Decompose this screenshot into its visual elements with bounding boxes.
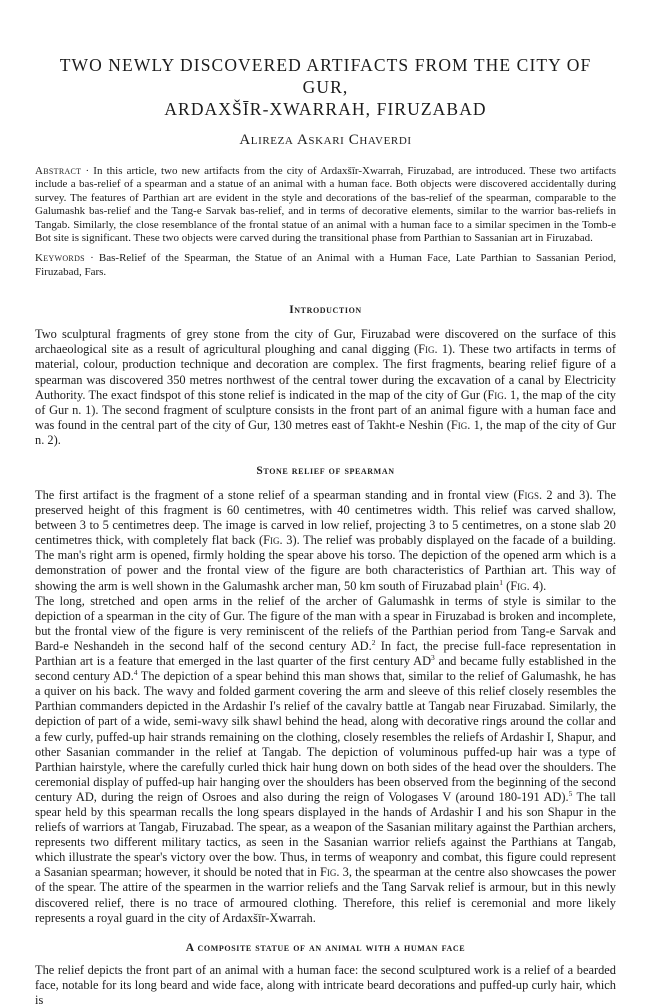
keywords-label: Keywords	[35, 252, 85, 265]
text-run: and 3). The preserved height of this fragment is 60 centimetres, with 40 centimetres width. This relief was carved shallow, between 3 to 5 centimetres deep. The image is carved in low relief, projecting 3 to 5 centimetres, on a stone slab 20 centimetres thick, with completely flat back (	[35, 488, 616, 548]
text-run: The long, stretched and open arms in the relief of the archer of Galumashk in terms of style is similar to the depiction of a spearman in the city of Gur. The figure of the man with a spear in Firuzabad is broken and incomplete, but the frontal view of the figure is very reminiscent of the reliefs of the Parthian period from Tang-e Sarvak and Bard-e Neshandeh in the second half of the second century AD.	[35, 593, 616, 653]
spearman-heading: Stone relief of spearman	[256, 465, 395, 477]
footnote-marker: 2	[371, 637, 376, 647]
figure-reference: Fig. 4	[510, 578, 539, 593]
text-run: , the map of the city of Gur n. 2).	[35, 417, 616, 447]
text-run: ). The relief was probably displayed on the facade of a building. The man's right arm is opened, firmly holding the spear above his torso. The depiction of the opened arm which is a demonstration of power and the frontal view of the figure are both characteristics of Parthian art. This way of showing the arm is well shown in the Galumashk archer man, 50 km south of Firuzabad plain	[35, 533, 617, 593]
article-title	[35, 54, 616, 120]
abstract-label: Abstract	[35, 165, 82, 177]
footnote-marker: 5	[568, 788, 573, 798]
figure-reference: Fig. 1	[450, 417, 480, 432]
footnote-marker: 3	[431, 653, 435, 663]
title-line-2: ARDAXŠĪR-XWARRAH, FIRUZABAD	[164, 99, 487, 119]
introduction-paragraph	[35, 327, 616, 448]
text-run: (	[502, 578, 511, 593]
figure-reference: Fig. 1	[418, 342, 449, 357]
keywords-text: Bas-Relief of the Spearman, the Statue of an Animal with a Human Face, Late Parthian to Sassanian Period, Firuzabad, Fars.	[35, 252, 616, 278]
footnote-marker: 1	[499, 577, 503, 587]
footnote-marker: 4	[133, 668, 138, 678]
composite-statue-paragraph: The relief depicts the front part of an animal with a human face: the second sculptured work is a relief of a bearded face, notable for its long beard and wide face, along with intricate beard decorations and puffed-up curly hair, which is	[35, 962, 616, 1007]
figure-reference: Fig. 1	[487, 387, 517, 402]
figure-reference: Figs. 2	[517, 488, 553, 502]
text-run: ). These two artifacts in terms of material, colour, production technique and decoration are complex. The first fragments, bearing relief figure of a spearman was discovered 350 metres northwest of the central tower during the excavation of a canal by Electricity Authority. The exact findspot of this stone relief is indicated in the map of the city of Gur (	[35, 342, 616, 402]
author-name: Alireza Askari Chaverdi	[239, 132, 412, 148]
figure-reference: Fig. 3	[320, 865, 349, 880]
title-line-1: TWO NEWLY DISCOVERED ARTIFACTS FROM THE CITY OF GUR,	[59, 55, 592, 97]
spearman-paragraph-2	[35, 594, 616, 926]
keywords-separator: ·	[84, 252, 99, 265]
text-run: Two sculptural fragments of grey stone from the city of Gur, Firuzabad were discovered on the surface of this archaeological site as a result of agricultural ploughing and canal digging (	[35, 327, 616, 357]
figure-reference: Fig. 3	[263, 533, 293, 548]
introduction-heading: Introduction	[289, 304, 362, 317]
article-page	[0, 54, 650, 1007]
keywords	[35, 252, 616, 279]
text-run: ).	[538, 578, 547, 593]
text-run: The tall spear held by this spearman recalls the long spears displayed in the hands of Ardashir I and his son Shapur in the reliefs of warriors at Tangab, Firuzabad. The spear, as a weapon of the Sasanian military against the Parthian archers, represents two different military tactics, as seen in the Sasanian warrior reliefs against the Parthians at Tangab, which illustrate the spear's victory over the bow. Thus, in terms of weaponry and combat, this figure could represent a Sasanian spearman; however, it should be noted that in	[35, 789, 616, 880]
text-run: The depiction of a spear behind this man shows that, similar to the relief of Galumashk, he has a quiver on his back. The wavy and folded garment covering the arm and sleeve of this relief closely resembles the Parthian commanders depicted in the Ardashir I's relief of the cavalry battle at Tangab near Firuzabad. Similarly, the depiction of part of a wide, semi-wavy silk shawl behind the head, along with decorative rings around the collar and a few curly, puffed-up hair strands remaining on the clothing, closely resembles the reliefs of Ardashir I, Shapur, and other Sasanian commander in the relief at Tangab. The depiction of voluminous puffed-up hair was a type of Parthian hairstyle, where the carefully curled thick hair hung down on both sides of the head over the shoulders. The ceremonial display of puffed-up hair hanging over the shoulders has been observed from the beginning of the second century AD, during the reign of Osroes and also during the reign of Vologases V (around 180-191 AD).	[35, 669, 616, 804]
abstract-text: In this article, two new artifacts from the city of Ardaxšīr-Xwarrah, Firuzabad, are introduced. These two artifacts include a bas-relief of a spearman and a statue of an animal with a human face. Both objects were discovered accidentally during survey. The features of Parthian art are evident in the style and decorations of the bas-relief of the spearman, comparable to the Galumashk bas-relief and the Tang-e Sarvak bas-relief, and in terms of decorative elements, similar to the warrior bas-reliefs in Tangab. Similarly, the close resemblance of the frontal statue of an animal with a human face to a similar specimen in the Tomb-e Bot site is significant. These two objects were carved during the transitional phase from Parthian to Sassanian art in Firuzabad.	[35, 165, 616, 245]
text-run: , the map of the city of Gur n. 1). The second fragment of sculpture consists in the front part of an animal figure with a human face and was found in the central part of the city of Gur, 130 metres east of Takht-e Neshin (	[35, 387, 616, 432]
abstract	[35, 165, 616, 245]
text-run: In fact, the precise full-face representation in Parthian art is a feature that emerged in the last quarter of the first century AD	[35, 638, 617, 669]
spearman-paragraph-1	[35, 488, 616, 594]
text-run: , the spearman at the centre also showcases the power of the spear. The attire of the spearmen in the warrior reliefs and the Tang Sarvak relief is armour, but in this newly discovered relief, there is no trace of armoured clothing. Therefore, this relief is ceremonial and more likely represents a royal guard in the city of Ardaxšīr-Xwarrah.	[35, 865, 617, 925]
composite-statue-heading: A composite statue of an animal with a human face	[185, 941, 466, 954]
abstract-separator: ·	[81, 165, 94, 177]
text-run: The first artifact is the fragment of a stone relief of a spearman standing and in frontal view (	[35, 488, 518, 502]
text-run: and became fully established in the second century AD.	[35, 654, 616, 684]
